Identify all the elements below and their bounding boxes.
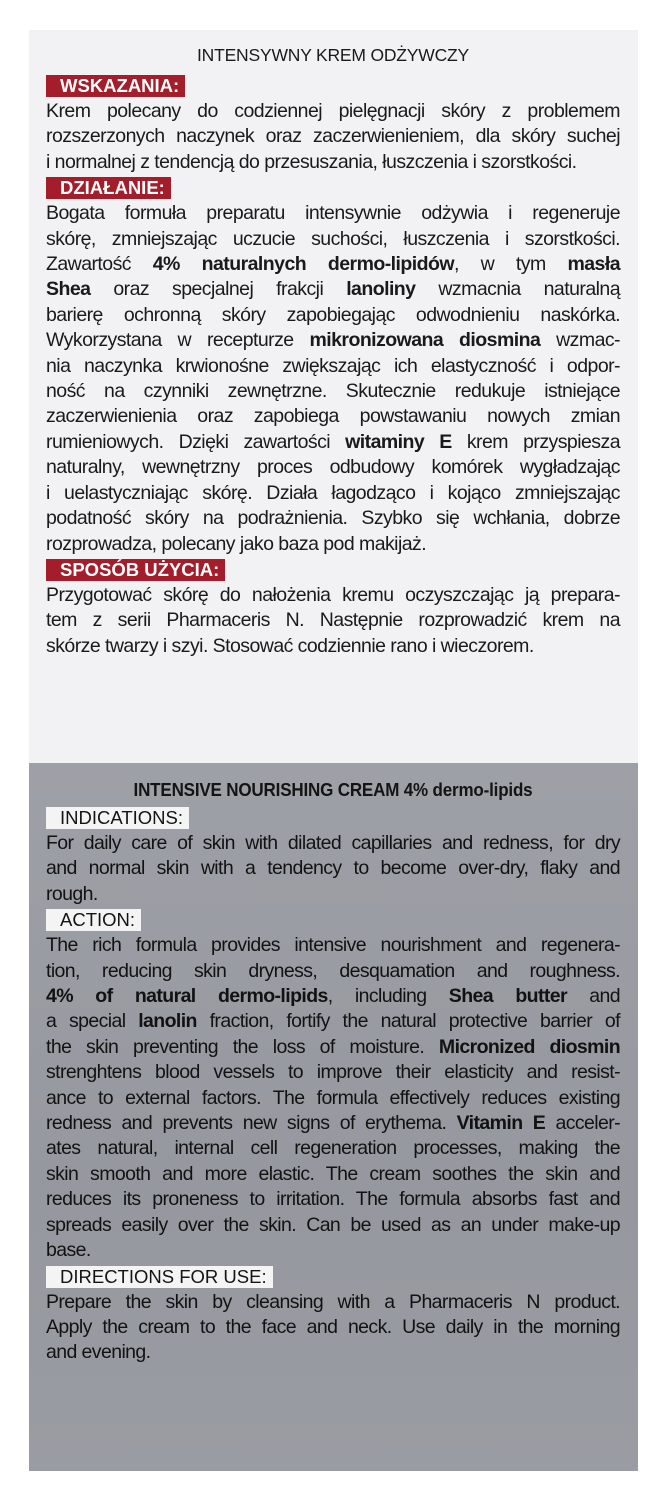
text-line: tion, reducing skin dryness, desquamation and roughness. bbox=[46, 959, 620, 982]
text-line: The rich formula provides intensive nourishment and regenera- bbox=[46, 934, 620, 957]
text-line: tem z serii Pharmaceris N. Następnie rozprowadzić krem na bbox=[46, 609, 620, 632]
section-body bbox=[46, 1290, 620, 1366]
section-header: DIRECTIONS FOR USE: bbox=[46, 1266, 273, 1288]
section-body bbox=[46, 933, 620, 1263]
text-line: Wykorzystana w recepturze mikronizowana diosmina wzmac- bbox=[46, 329, 621, 352]
text-line: 4% of natural dermo-lipids, including Shea butter and bbox=[46, 985, 621, 1008]
text-line: and evening. bbox=[46, 1341, 151, 1364]
section-header: WSKAZANIA: bbox=[46, 75, 185, 97]
emphasized-ingredient: Micronized diosmin bbox=[438, 1035, 621, 1058]
section-body bbox=[46, 99, 620, 175]
text-line: rozszerzonych naczynek oraz zaczerwienieniem, dla skóry suchej bbox=[46, 125, 620, 148]
section-action-pl bbox=[46, 175, 620, 557]
emphasized-ingredient: 4% naturalnych dermo-lipidów bbox=[152, 253, 454, 276]
english-label-panel bbox=[29, 763, 638, 1471]
text-line: reduces its proneness to irritation. The formula absorbs fast and bbox=[46, 1188, 620, 1211]
emphasized-ingredient: lanolin bbox=[138, 1010, 197, 1033]
section-directions-pl bbox=[46, 557, 620, 659]
text-line: Shea oraz specjalnej frakcji lanoliny wzmacnia naturalną bbox=[46, 278, 620, 301]
text-line: podatność skóry na podrażnienia. Szybko się wchłania, dobrze bbox=[46, 507, 620, 530]
text-line: ance to external factors. The formula effectively reduces existing bbox=[46, 1086, 620, 1109]
text-line: Zawartość 4% naturalnych dermo-lipidów, w tym masła bbox=[46, 253, 620, 276]
text-line: base. bbox=[46, 1239, 91, 1262]
section-directions-en bbox=[46, 1264, 620, 1366]
emphasized-ingredient: lanoliny bbox=[346, 278, 416, 301]
emphasized-ingredient: masła bbox=[567, 253, 620, 276]
text-line: nia naczynka krwionośne zwiększając ich elastyczność i odpor- bbox=[46, 354, 620, 377]
text-line: Krem polecany do codziennej pielęgnacji skóry z problemem bbox=[46, 100, 620, 122]
emphasized-ingredient: 4% of natural dermo-lipids bbox=[46, 985, 328, 1008]
text-line: Prepare the skin by cleansing with a Pharmaceris N product. bbox=[46, 1290, 620, 1313]
text-line: the skin preventing the loss of moisture. Micronized diosmin bbox=[46, 1035, 621, 1058]
text-line: rough. bbox=[46, 882, 98, 905]
text-line: skin smooth and more elastic. The cream soothes the skin and bbox=[46, 1162, 620, 1185]
text-line: rumieniowych. Dzięki zawartości witaminy E krem przyspiesza bbox=[46, 430, 620, 453]
text-line: Przygotować skórę do nałożenia kremu oczyszczając ją prepara- bbox=[46, 583, 620, 606]
text-line: skórę, zmniejszając uczucie suchości, łuszczenia i szorstkości. bbox=[46, 227, 620, 250]
section-body bbox=[46, 831, 620, 907]
emphasized-ingredient: Shea bbox=[46, 278, 91, 301]
polish-product-title: INTENSYWNY KREM ODŻYWCZY bbox=[197, 45, 469, 65]
text-line: redness and prevents new signs of erythema. Vitamin E acceler- bbox=[46, 1112, 621, 1135]
text-line: i uelastyczniając skórę. Działa łagodząco i kojąco zmniejszając bbox=[46, 481, 620, 504]
section-header: SPOSÓB UŻYCIA: bbox=[46, 559, 225, 581]
english-product-title: INTENSIVE NOURISHING CREAM 4% dermo-lipids bbox=[133, 779, 533, 800]
text-line: i normalnej z tendencją do przesuszania, łuszczenia i szorstkości. bbox=[46, 150, 577, 173]
text-line: rozprowadza, polecany jako baza pod makijaż. bbox=[46, 532, 427, 555]
text-line: Apply the cream to the face and neck. Use daily in the morning bbox=[46, 1315, 620, 1338]
emphasized-ingredient: Vitamin E bbox=[456, 1112, 546, 1135]
polish-label-panel bbox=[29, 30, 638, 763]
text-line: and normal skin with a tendency to become over-dry, flaky and bbox=[46, 857, 620, 880]
text-line: naturalny, wewnętrzny proces odbudowy komórek wygładzając bbox=[46, 456, 620, 479]
emphasized-ingredient: mikronizowana diosmina bbox=[309, 329, 541, 352]
text-line: spreads easily over the skin. Can be used as an under make-up bbox=[46, 1213, 620, 1236]
text-line: For daily care of skin with dilated capillaries and redness, for dry bbox=[46, 832, 620, 854]
section-action-en bbox=[46, 907, 620, 1263]
section-body bbox=[46, 201, 620, 557]
text-line: Bogata formuła preparatu intensywnie odżywia i regeneruje bbox=[46, 202, 620, 225]
text-line: ates natural, internal cell regeneration processes, making the bbox=[46, 1137, 620, 1160]
text-line: barierę ochronną skóry zapobiegając odwodnieniu naskórka. bbox=[46, 303, 620, 326]
text-line: strenghtens blood vessels to improve their elasticity and resist- bbox=[46, 1061, 620, 1084]
text-line: a special lanolin fraction, fortify the natural protective barrier of bbox=[46, 1010, 620, 1033]
text-line: zaczerwienienia oraz zapobiega powstawaniu nowych zmian bbox=[46, 405, 620, 428]
emphasized-ingredient: Shea butter bbox=[448, 985, 567, 1008]
section-indications-en bbox=[46, 805, 620, 907]
text-line: skórze twarzy i szyi. Stosować codziennie rano i wieczorem. bbox=[46, 634, 534, 657]
text-line: ność na czynniki zewnętrzne. Skutecznie redukuje istniejące bbox=[46, 380, 620, 403]
section-indications-pl bbox=[46, 73, 620, 175]
section-header: ACTION: bbox=[46, 909, 141, 931]
emphasized-ingredient: witaminy E bbox=[345, 430, 452, 453]
section-header: DZIAŁANIE: bbox=[46, 177, 171, 199]
section-body bbox=[46, 583, 620, 659]
section-header: INDICATIONS: bbox=[46, 807, 189, 829]
